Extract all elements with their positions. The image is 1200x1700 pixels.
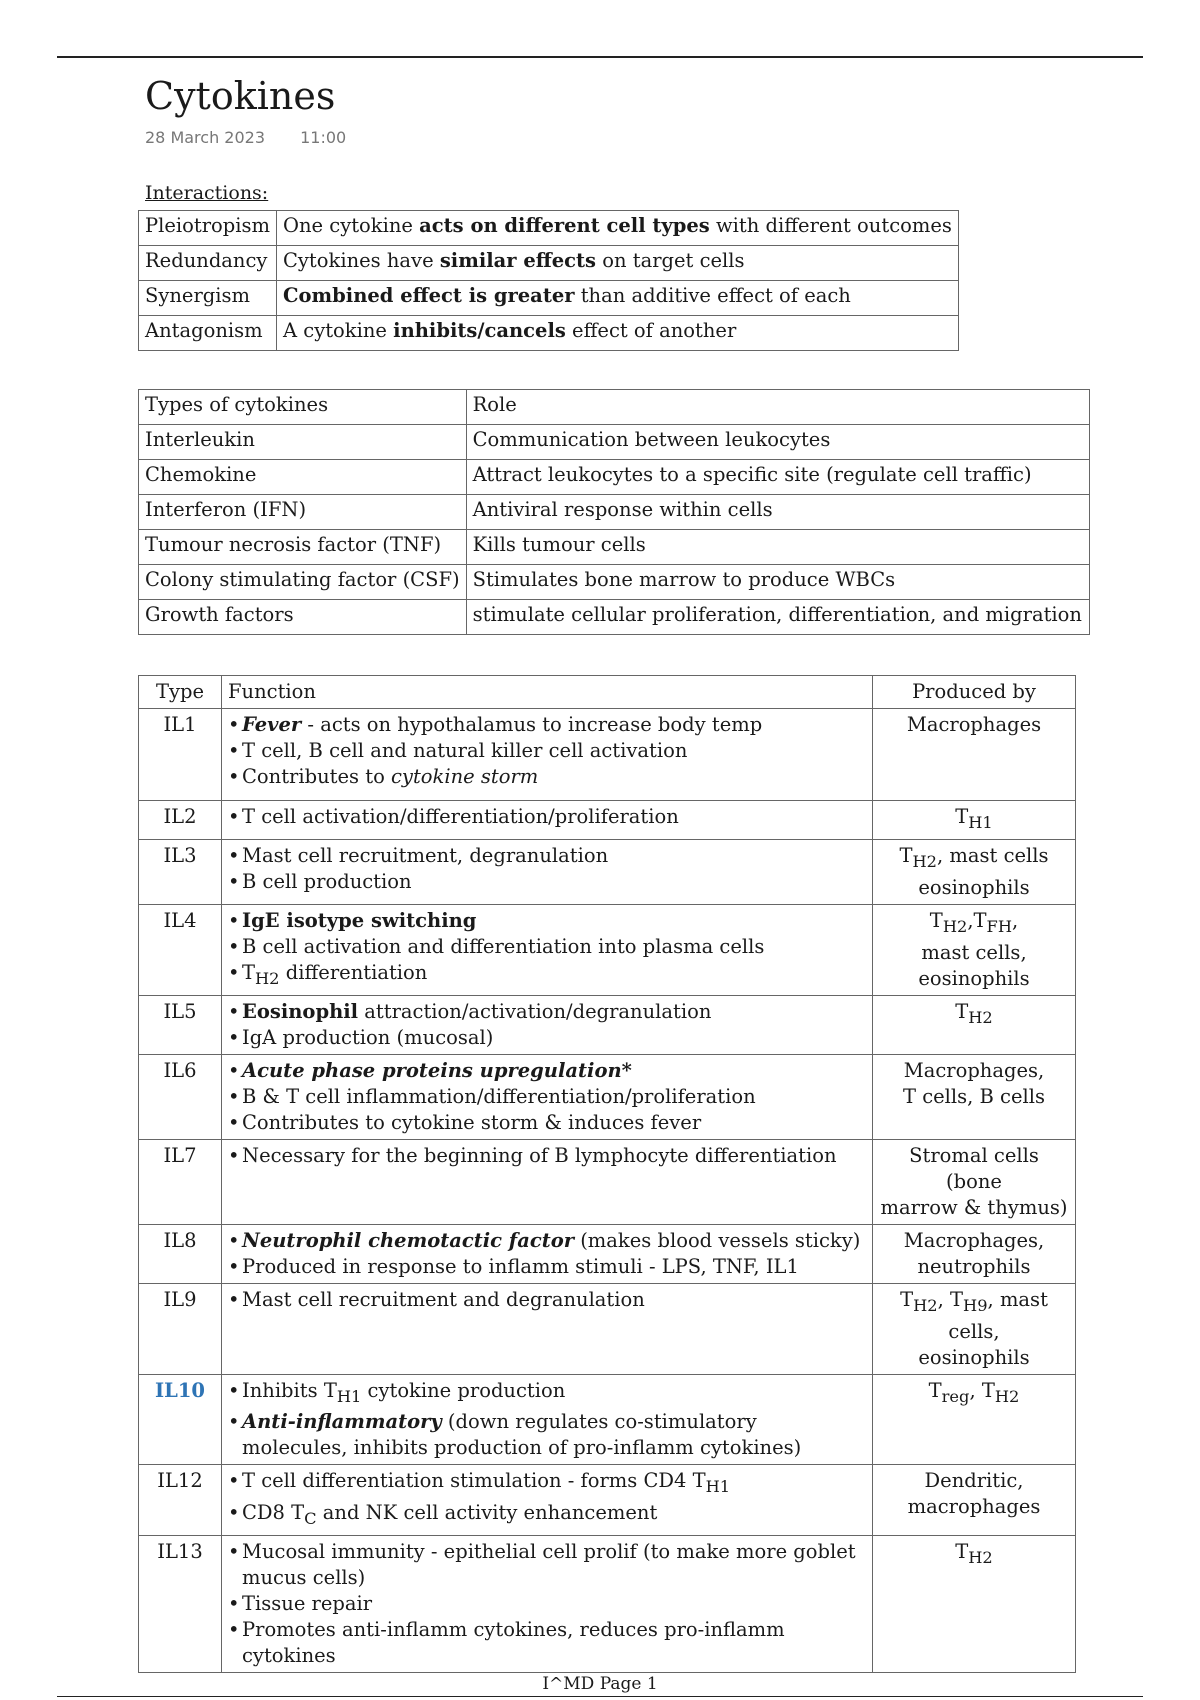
il-type: IL1 [139, 709, 222, 801]
il-function [222, 1283, 873, 1374]
interactions-label: Interactions: [145, 182, 269, 204]
table-row [139, 995, 1076, 1054]
cytokine-type: Growth factors [139, 600, 467, 635]
table-row [139, 600, 1090, 635]
bullet-item: • B cell activation and differentiation into plasma cells [228, 934, 866, 960]
bullet-item: • T cell, B cell and natural killer cell activation [228, 738, 866, 764]
il-produced-by: $T_{H2}$, $T_{H9}$, mast cells, eosinophils [873, 1283, 1076, 1374]
cytokine-role: stimulate cellular proliferation, differentiation, and migration [466, 600, 1089, 635]
il-type: IL8 [139, 1224, 222, 1283]
bullet-item: • Promotes anti-inflamm cytokines, reduces pro-inflamm cytokines [228, 1617, 866, 1669]
table-row [139, 316, 959, 351]
table-row [139, 211, 959, 246]
cytokine-role: Antiviral response within cells [466, 495, 1089, 530]
page-meta [145, 128, 346, 147]
il-function [222, 801, 873, 840]
bullet-item: • Fever - acts on hypothalamus to increase body temp [228, 712, 866, 738]
interaction-term: Pleiotropism [139, 211, 277, 246]
cytokine-role: Attract leukocytes to a specific site (regulate cell traffic) [466, 460, 1089, 495]
cytokine-role: Stimulates bone marrow to produce WBCs [466, 565, 1089, 600]
bullet-item: • Mucosal immunity - epithelial cell prolif (to make more goblet mucus cells) [228, 1539, 866, 1591]
bullet-item: • Mast cell recruitment and degranulation [228, 1287, 866, 1313]
table-row [139, 565, 1090, 600]
il-produced-by: Dendritic, macrophages [873, 1465, 1076, 1536]
il-function [222, 709, 873, 801]
table-header-row [139, 676, 1076, 709]
page-footer: I^MD Page 1 [542, 1674, 658, 1694]
top-rule [57, 56, 1143, 58]
bullet-item: • IgE isotype switching [228, 908, 866, 934]
table-row [139, 281, 959, 316]
il-type: IL3 [139, 839, 222, 904]
il-produced-by: $T_{reg}$, $T_{H2}$ [873, 1374, 1076, 1465]
table-row [139, 904, 1076, 995]
il-function [222, 1054, 873, 1139]
il-produced-by: Macrophages [873, 709, 1076, 801]
bottom-rule [57, 1696, 1143, 1697]
column-header: Type [139, 676, 222, 709]
bullet-item: • Produced in response to inflamm stimuli - LPS, TNF, IL1 [228, 1254, 866, 1280]
page-date: 28 March 2023 [145, 128, 266, 147]
table-row [139, 425, 1090, 460]
cytokine-type: Colony stimulating factor (CSF) [139, 565, 467, 600]
bullet-item: • Neutrophil chemotactic factor (makes blood vessels sticky) [228, 1228, 866, 1254]
interleukin-table [138, 675, 1076, 1673]
il-function [222, 904, 873, 995]
il-type: IL6 [139, 1054, 222, 1139]
table-row [139, 839, 1076, 904]
il-produced-by: $T_{H1}$ [873, 801, 1076, 840]
il-function [222, 1374, 873, 1465]
table-row [139, 1465, 1076, 1536]
il-function [222, 1224, 873, 1283]
table-row [139, 495, 1090, 530]
column-header: Role [466, 390, 1089, 425]
bullet-item: • CD8 $T_C$ and NK cell activity enhancement [228, 1500, 866, 1532]
interactions-table [138, 210, 959, 351]
table-row [139, 1536, 1076, 1673]
table-row [139, 1139, 1076, 1224]
il-type: IL12 [139, 1465, 222, 1536]
il-produced-by: Macrophages, neutrophils [873, 1224, 1076, 1283]
cytokine-role: Communication between leukocytes [466, 425, 1089, 460]
table-header-row [139, 390, 1090, 425]
cytokine-role: Kills tumour cells [466, 530, 1089, 565]
table-row [139, 1374, 1076, 1465]
table-row [139, 801, 1076, 840]
cytokine-type: Chemokine [139, 460, 467, 495]
il-produced-by: Stromal cells (bone marrow & thymus) [873, 1139, 1076, 1224]
il-function [222, 839, 873, 904]
bullet-item: • IgA production (mucosal) [228, 1025, 866, 1051]
bullet-item: • B & T cell inflammation/differentiation/proliferation [228, 1084, 866, 1110]
column-header: Types of cytokines [139, 390, 467, 425]
il-produced-by: Macrophages, T cells, B cells [873, 1054, 1076, 1139]
il-produced-by: $T_{H2}$, mast cells eosinophils [873, 839, 1076, 904]
bullet-item: • Anti-inflammatory (down regulates co-stimulatory molecules, inhibits production of pro-inflamm cytokines) [228, 1409, 866, 1461]
il-type: IL9 [139, 1283, 222, 1374]
il-function [222, 995, 873, 1054]
il-type: IL7 [139, 1139, 222, 1224]
il-type: IL5 [139, 995, 222, 1054]
il-function [222, 1139, 873, 1224]
il-produced-by: $T_{H2}$ [873, 1536, 1076, 1673]
page-time: 11:00 [300, 128, 347, 147]
bullet-item: • Necessary for the beginning of B lymphocyte differentiation [228, 1143, 866, 1169]
bullet-item: • T cell differentiation stimulation - forms CD4 $T_{H1}$ [228, 1468, 866, 1500]
il-type: IL13 [139, 1536, 222, 1673]
cytokine-type: Interleukin [139, 425, 467, 460]
table-row [139, 530, 1090, 565]
cytokine-type: Interferon (IFN) [139, 495, 467, 530]
table-row [139, 709, 1076, 801]
table-row [139, 1054, 1076, 1139]
interaction-term: Redundancy [139, 246, 277, 281]
il-produced-by: $T_{H2}$ [873, 995, 1076, 1054]
bullet-item: • Contributes to cytokine storm [228, 764, 866, 790]
bullet-item: • Contributes to cytokine storm & induces fever [228, 1110, 866, 1136]
interaction-term: Antagonism [139, 316, 277, 351]
interaction-description: One cytokine acts on different cell types with different outcomes [277, 211, 959, 246]
interaction-description: Combined effect is greater than additive effect of each [277, 281, 959, 316]
interaction-description: Cytokines have similar effects on target cells [277, 246, 959, 281]
column-header: Function [222, 676, 873, 709]
cytokine-type: Tumour necrosis factor (TNF) [139, 530, 467, 565]
il-type: IL2 [139, 801, 222, 840]
il-type: IL4 [139, 904, 222, 995]
cytokine-types-table [138, 389, 1090, 635]
il-function [222, 1465, 873, 1536]
table-row [139, 460, 1090, 495]
bullet-item: • B cell production [228, 869, 866, 895]
bullet-item: • Inhibits $T_{H1}$ cytokine production [228, 1378, 866, 1410]
interaction-term: Synergism [139, 281, 277, 316]
column-header: Produced by [873, 676, 1076, 709]
il-produced-by: $T_{H2},T_{FH}$, mast cells, eosinophils [873, 904, 1076, 995]
bullet-item: • Mast cell recruitment, degranulation [228, 843, 866, 869]
bullet-item: • $T_{H2}$ differentiation [228, 960, 866, 992]
bullet-item: • Eosinophil attraction/activation/degranulation [228, 999, 866, 1025]
bullet-item: • T cell activation/differentiation/proliferation [228, 804, 866, 830]
bullet-item: • Acute phase proteins upregulation* [228, 1058, 866, 1084]
interaction-description: A cytokine inhibits/cancels effect of another [277, 316, 959, 351]
page-title: Cytokines [145, 74, 336, 118]
bullet-item: • Tissue repair [228, 1591, 866, 1617]
il-function [222, 1536, 873, 1673]
table-row [139, 1283, 1076, 1374]
table-row [139, 246, 959, 281]
table-row [139, 1224, 1076, 1283]
il-type: IL10 [139, 1374, 222, 1465]
